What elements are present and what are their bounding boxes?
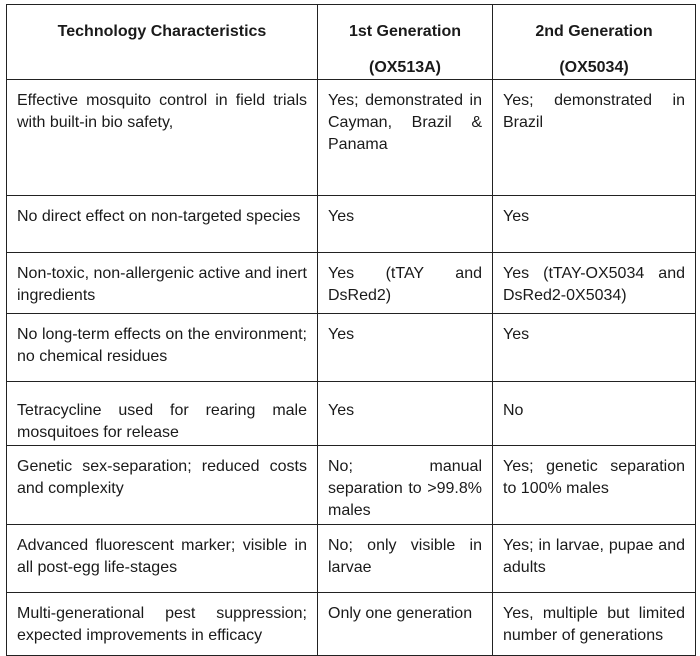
- gen2-cell: Yes; genetic separation to 100% males: [493, 446, 696, 525]
- gen2-cell: Yes: [493, 196, 696, 253]
- table-row: [7, 593, 696, 656]
- header-characteristics: [7, 5, 318, 80]
- table-row: [7, 525, 696, 593]
- header-gen1: [318, 5, 493, 80]
- characteristic-cell: No long-term effects on the environment; no chemical residues: [7, 314, 318, 382]
- header-label: 2nd Generation: [535, 23, 653, 40]
- table-row: [7, 314, 696, 382]
- gen1-cell: Yes (tTAY and DsRed2): [318, 253, 493, 314]
- gen2-cell: No: [493, 382, 696, 446]
- table-row: [7, 196, 696, 253]
- characteristic-cell: Advanced fluorescent marker; visible in all post-egg life-stages: [7, 525, 318, 593]
- table-row: [7, 446, 696, 525]
- characteristic-cell: Genetic sex-separation; reduced costs and complexity: [7, 446, 318, 525]
- gen2-cell: Yes, multiple but limited number of generations: [493, 593, 696, 656]
- header-label: Technology Characteristics: [57, 23, 267, 40]
- gen1-cell: Only one generation: [318, 593, 493, 656]
- header-sublabel: (OX5034): [559, 59, 629, 76]
- gen1-cell: Yes: [318, 382, 493, 446]
- gen1-cell: No; manual separation to >99.8% males: [318, 446, 493, 525]
- table-row: [7, 382, 696, 446]
- characteristic-cell: No direct effect on non-targeted species: [7, 196, 318, 253]
- characteristic-cell: Effective mosquito control in field trials with built-in bio safety,: [7, 80, 318, 196]
- table-header-row: [7, 5, 696, 80]
- gen1-cell: Yes: [318, 314, 493, 382]
- gen2-cell: Yes (tTAY-OX5034 and DsRed2-0X5034): [493, 253, 696, 314]
- table-row: [7, 253, 696, 314]
- gen1-cell: No; only visible in larvae: [318, 525, 493, 593]
- gen1-cell: Yes: [318, 196, 493, 253]
- header-label: 1st Generation: [348, 23, 462, 40]
- header-sublabel: (OX513A): [368, 59, 442, 76]
- gen2-cell: Yes; in larvae, pupae and adults: [493, 525, 696, 593]
- characteristic-cell: Tetracycline used for rearing male mosquitoes for release: [7, 382, 318, 446]
- technology-comparison-table: [6, 4, 696, 656]
- header-gen2: [493, 5, 696, 80]
- gen2-cell: Yes; demonstrated in Brazil: [493, 80, 696, 196]
- characteristic-cell: Non-toxic, non-allergenic active and inert ingredients: [7, 253, 318, 314]
- gen2-cell: Yes: [493, 314, 696, 382]
- characteristic-cell: Multi-generational pest suppression; expected improvements in efficacy: [7, 593, 318, 656]
- table-row: [7, 80, 696, 196]
- gen1-cell: Yes; demonstrated in Cayman, Brazil & Panama: [318, 80, 493, 196]
